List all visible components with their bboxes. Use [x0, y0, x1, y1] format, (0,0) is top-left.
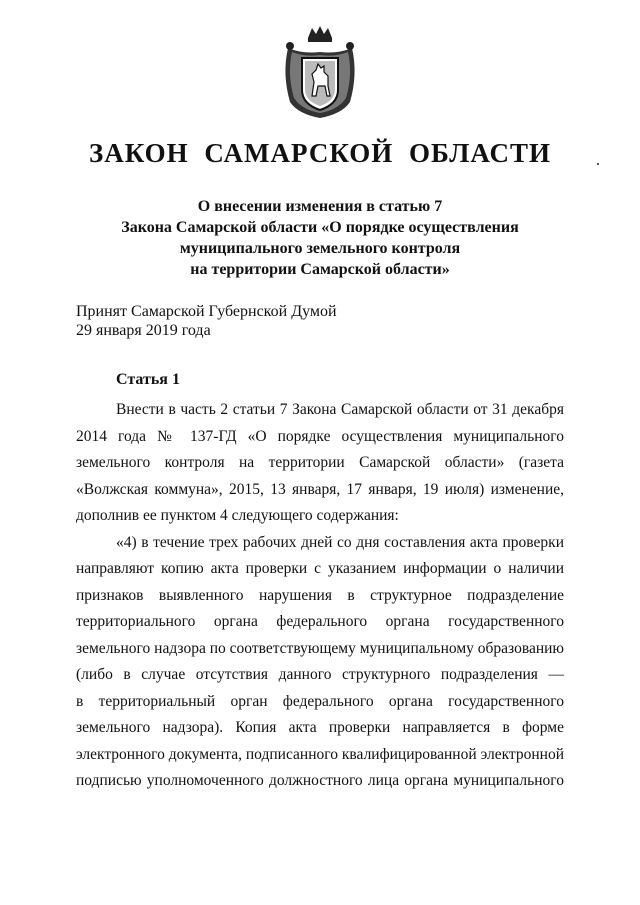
law-subtitle [60, 196, 580, 280]
body-line: направляют копию акта проверки с указанием информации о наличии [76, 560, 564, 577]
body-line: «4) в течение трех рабочих дней со дня составления акта проверки [116, 533, 564, 551]
body-line: признаков выявленного нарушения в структурное подразделение [76, 586, 564, 604]
scan-speck [597, 163, 599, 165]
subtitle-line: на территории Самарской области» [190, 261, 450, 278]
subtitle-line: Закона Самарской области «О порядке осуществления [121, 219, 519, 236]
body-line: 2014 года № 137-ГД «О порядке осуществления муниципального [76, 427, 564, 445]
samara-coat-of-arms-icon [278, 24, 362, 120]
law-title: ЗАКОН САМАРСКОЙ ОБЛАСТИ [89, 138, 551, 168]
adoption-note [76, 302, 337, 340]
body-line: в территориальный орган федерального органа государственного [76, 692, 564, 710]
body-line: земельного надзора). Копия акта проверки направляется в форме [76, 719, 564, 736]
adoption-line: Принят Самарской Губернской Думой [76, 303, 337, 320]
body-line: территориального органа федерального органа государственного [76, 613, 564, 630]
body-line: Внести в часть 2 статьи 7 Закона Самарской области от 31 декабря [116, 401, 564, 418]
article-heading: Статья 1 [116, 371, 180, 388]
body-line: подписью уполномоченного должностного лица органа муниципального [76, 772, 564, 789]
body-line: земельного надзора по соответствующему муниципальному образованию [76, 639, 564, 657]
subtitle-line: О внесении изменения в статью 7 [197, 198, 443, 215]
body-line: (либо в случае отсутствия данного структурного подразделения — [76, 666, 564, 683]
subtitle-line: муниципального земельного контроля [179, 240, 461, 257]
article-body [76, 397, 564, 795]
adoption-date: 29 января 2019 года [76, 322, 211, 339]
body-line: дополнив ее пунктом 4 следующего содержания: [76, 507, 399, 524]
body-line: земельного контроля на территории Самарской области» (газета [76, 454, 564, 471]
body-line: «Волжская коммуна», 2015, 13 января, 17 января, 19 июля) изменение, [76, 480, 564, 498]
body-line: электронного документа, подписанного квалифицированной электронной [76, 745, 564, 763]
